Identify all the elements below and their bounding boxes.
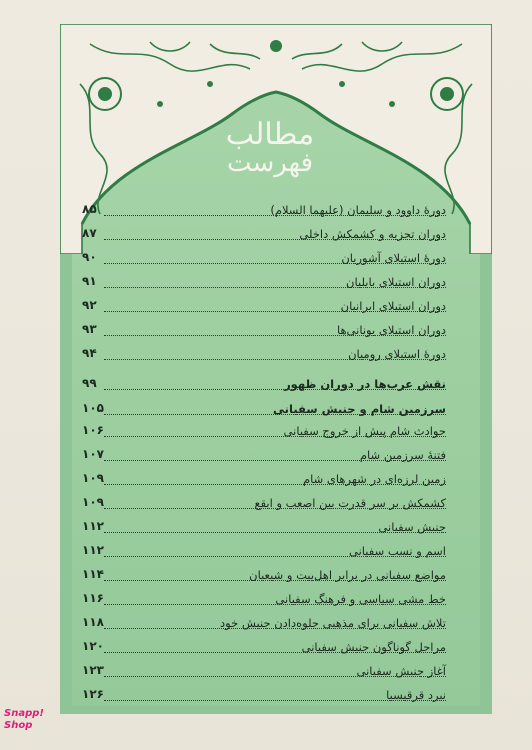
toc-entry <box>82 345 446 367</box>
toc-entry <box>82 273 446 295</box>
toc-entry-title <box>338 299 446 313</box>
toc-entry-title-text: آغاز جنبش سفیانی <box>356 664 446 678</box>
toc-entry-title-text: مراحل گوناگون جنبش سفیانی <box>301 640 446 654</box>
toc-entry-title-text: سرزمین شام و جنبش سفیانی <box>273 402 446 416</box>
toc-entry-title-text: زمین لرزه‌ای در شهرهای شام <box>303 472 446 486</box>
toc-entry <box>82 470 446 492</box>
toc-entry-title <box>281 424 446 438</box>
toc-entry-title <box>251 496 446 510</box>
toc-entry-page: ۸۵ <box>82 202 97 216</box>
toc-entry <box>82 662 446 684</box>
toc-entry <box>82 446 446 468</box>
toc-entry-title <box>299 640 446 654</box>
toc-entry-title-text: دوران استیلای ایرانیان <box>340 299 446 313</box>
toc-entry-page: ۹۹ <box>82 376 97 390</box>
logo-line2: Shop <box>4 720 33 731</box>
toc-entry-page: ۱۲۰ <box>82 639 104 653</box>
toc-entry-page: ۸۷ <box>82 226 97 240</box>
logo-line1: Snapp! <box>4 708 44 719</box>
toc-entry <box>82 614 446 636</box>
toc-entry-title-text: دورهٔ داوود و سلیمان (علیهما السلام) <box>270 203 446 217</box>
toc-entry-title <box>383 688 446 702</box>
toc-entry-title-text: کشمکش بر سر قدرت بین اصعب و ابقع <box>254 496 446 510</box>
toc-entry-title <box>334 323 446 337</box>
toc-entry <box>82 686 446 708</box>
toc-entry-title <box>296 227 446 241</box>
toc-entry-title-text: تلاش سفیانی برای مذهبی جلوه‌دادن جنبش خود <box>220 616 446 630</box>
toc-entry-title <box>267 203 446 217</box>
toc-entry-page: ۱۲۶ <box>82 687 104 701</box>
toc-entry-page: ۱۲۳ <box>82 663 104 677</box>
toc-entry <box>82 201 446 223</box>
toc-entry-page: ۱۱۴ <box>82 567 104 581</box>
toc-entry-title <box>281 377 446 391</box>
toc-entry-title <box>270 402 446 416</box>
toc-entry-page: ۹۱ <box>82 274 97 288</box>
toc-entry <box>82 297 446 319</box>
toc-entry-title-text: مواضع سفیانی در برابر اهل‌بیت و شیعیان <box>249 568 446 582</box>
toc-entry <box>82 638 446 660</box>
toc-entry-page: ۱۰۹ <box>82 495 104 509</box>
toc-entry <box>82 321 446 343</box>
toc-entry-page: ۱۰۷ <box>82 447 104 461</box>
snapp-shop-logo <box>4 708 52 746</box>
toc-entry-page: ۱۰۵ <box>82 401 104 415</box>
toc-entry-title <box>338 251 446 265</box>
toc-entry-title <box>343 275 446 289</box>
toc-entry-title <box>375 520 446 534</box>
toc-entry-page: ۹۰ <box>82 250 97 264</box>
toc-entry-page: ۹۳ <box>82 322 97 336</box>
toc-entry-page: ۱۱۲ <box>82 519 104 533</box>
toc-entry-title-text: حوادث شام پیش از خروج سفیانی <box>283 424 446 438</box>
toc-entry-title <box>272 592 446 606</box>
heading-sub: فهرست <box>226 148 314 178</box>
toc-entry-page: ۹۲ <box>82 298 97 312</box>
toc-entry <box>82 494 446 516</box>
toc-entry-title-text: جنبش سفیانی <box>378 520 446 534</box>
toc-entry-page: ۱۱۶ <box>82 591 104 605</box>
toc-entry-title <box>300 472 446 486</box>
toc-entry-title-text: دوران استیلای بابلیان <box>346 275 446 289</box>
toc-entry-title <box>357 448 446 462</box>
toc-entry-title-text: دورهٔ استیلای آشوریان <box>341 251 446 265</box>
toc-entry-title-text: فتنهٔ سرزمین شام <box>359 448 446 462</box>
heading-main: مطالب <box>225 117 315 152</box>
toc-entry-title <box>217 616 446 630</box>
toc-entry-title <box>345 347 446 361</box>
toc-entry-page: ۹۴ <box>82 346 97 360</box>
toc-heading <box>190 118 350 198</box>
toc-entry-title-text: اسم و نسب سفیانی <box>349 544 446 558</box>
toc-entry-title <box>346 544 446 558</box>
toc-entry <box>82 542 446 564</box>
toc-entry <box>82 225 446 247</box>
toc-entry-title-text: خط مشی سیاسی و فرهنگ سفیانی <box>275 592 446 606</box>
toc-entry <box>82 590 446 612</box>
toc-entry-page: ۱۱۲ <box>82 543 104 557</box>
toc-entry-page: ۱۱۸ <box>82 615 104 629</box>
toc-entry-title-text: دورهٔ استیلای رومیان <box>348 347 446 361</box>
toc-entry-title-text: نقش عرب‌ها در دوران ظهور <box>284 377 446 391</box>
toc-entry-title-text: دوران تجزیه و کشمکش داخلی <box>299 227 446 241</box>
toc-entry <box>82 518 446 540</box>
toc-entry-title <box>246 568 446 582</box>
toc-entry <box>82 422 446 444</box>
toc-entry <box>82 566 446 588</box>
toc-entry <box>82 249 446 271</box>
toc-entry-title-text: دوران استیلای یونانی‌ها <box>336 323 446 337</box>
toc-entry-page: ۱۰۹ <box>82 471 104 485</box>
toc-entry <box>82 375 446 397</box>
toc-entry-title-text: نبرد قرقیسیا <box>386 688 446 702</box>
toc-entry-title <box>353 664 446 678</box>
toc-entry-page: ۱۰۶ <box>82 423 104 437</box>
toc-entry <box>82 400 446 422</box>
